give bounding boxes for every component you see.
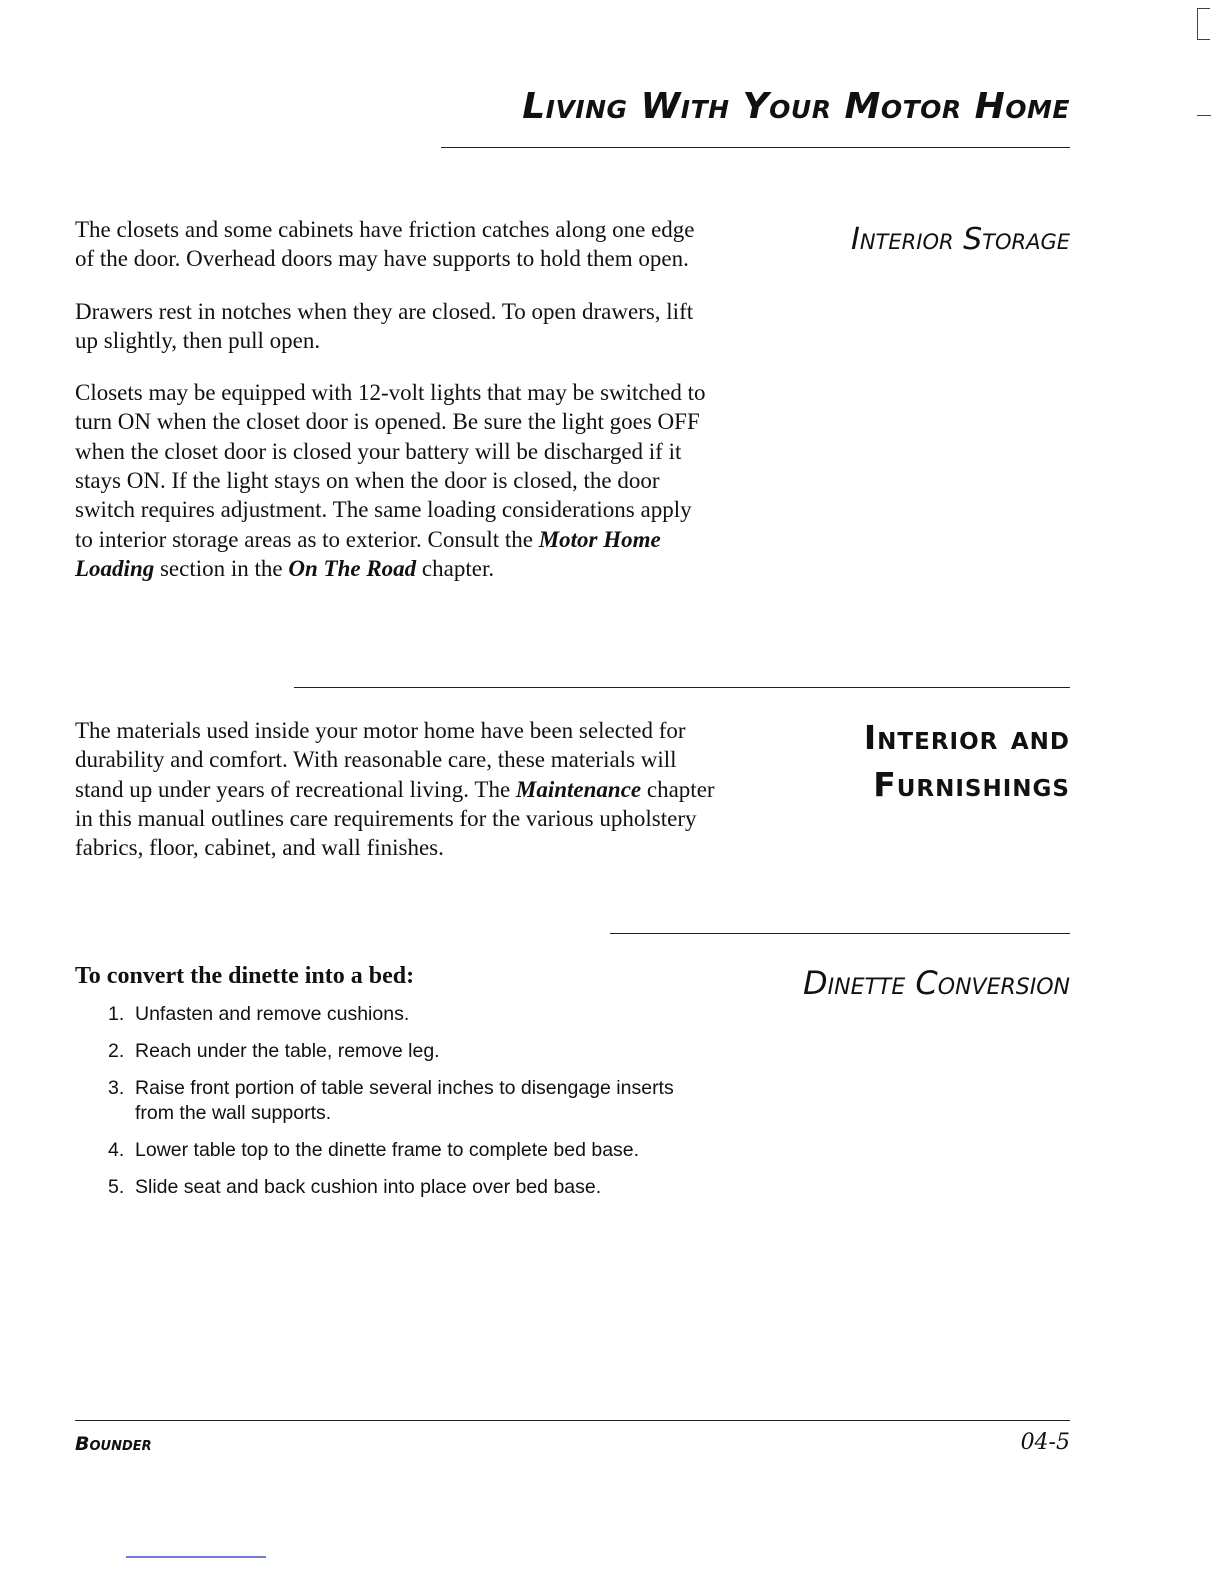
paragraph-text: Closets may be equipped with 12-volt lights that may be switched to turn ON when the closet door is opened. Be sure the light goes OFF when the closet door is closed your battery will be discharged if it stays ON. If the light stays on when the door is closed, the door switch requires adjustment. The same loading considerations apply to interior storage areas as to exterior. Consult the — [75, 380, 706, 552]
paragraph-text: section in the — [159, 555, 283, 581]
step-number: 4. — [108, 1139, 125, 1161]
step-text: Slide seat and back cushion into place over bed base. — [135, 1176, 602, 1198]
section-heading-interior-furnishings — [864, 714, 1070, 808]
reference-maintenance: Maintenance — [515, 776, 642, 802]
step-number: 3. — [108, 1077, 125, 1099]
step-number: 1. — [108, 1003, 125, 1025]
footer-brand: Bounder — [75, 1433, 152, 1455]
paragraph: Drawers rest in notches when they are closed. To open drawers, lift up slightly, then pull open. — [75, 298, 694, 353]
page-number: 04-5 — [1020, 1430, 1070, 1455]
dinette-steps-list — [108, 1002, 728, 1212]
scan-mark — [1197, 8, 1210, 40]
scan-mark — [126, 1556, 266, 1558]
interior-storage-text — [75, 215, 715, 583]
footer-rule — [75, 1420, 1070, 1421]
header-rule — [441, 147, 1070, 148]
list-item — [108, 1138, 728, 1163]
heading-line: Furnishings — [873, 765, 1070, 804]
dinette-intro: To convert the dinette into a bed: — [75, 963, 415, 989]
step-text: Unfasten and remove cushions. — [135, 1003, 410, 1025]
section-heading-dinette-conversion: Dinette Conversion — [802, 964, 1070, 1002]
list-item — [108, 1039, 728, 1064]
step-text: Raise front portion of table several inches to disengage inserts from the wall supports. — [135, 1077, 674, 1124]
list-item — [108, 1175, 728, 1200]
section-divider — [610, 933, 1070, 934]
list-item — [108, 1076, 728, 1126]
paragraph: The closets and some cabinets have friction catches along one edge of the door. Overhead doors may have supports to hold them open. — [75, 217, 695, 272]
section-heading-interior-storage: Interior Storage — [851, 222, 1070, 257]
step-number: 2. — [108, 1040, 125, 1062]
paragraph-text: chapter. — [421, 555, 495, 581]
paragraph-text: chapter in this manual outlines care requirements for the various upholstery fabrics, floor, cabinet, and wall finishes. — [75, 776, 715, 861]
section-divider — [294, 687, 1070, 688]
reference-motor-home-loading: Motor Home Loading — [75, 526, 661, 581]
scan-mark — [1197, 115, 1211, 116]
step-number: 5. — [108, 1176, 125, 1198]
heading-line: Interior and — [863, 718, 1070, 757]
paragraph-text: The materials used inside your motor home have been selected for durability and comfort. With reasonable care, these materials will stand up under years of recreational living. The — [75, 718, 686, 802]
interior-furnishings-text — [75, 716, 715, 862]
page-header-title: Living With Your Motor Home — [522, 86, 1070, 127]
reference-on-the-road: On The Road — [288, 555, 417, 581]
step-text: Lower table top to the dinette frame to complete bed base. — [135, 1139, 640, 1161]
list-item — [108, 1002, 728, 1027]
paragraph — [75, 378, 715, 583]
step-text: Reach under the table, remove leg. — [135, 1040, 440, 1062]
paragraph — [75, 716, 715, 862]
